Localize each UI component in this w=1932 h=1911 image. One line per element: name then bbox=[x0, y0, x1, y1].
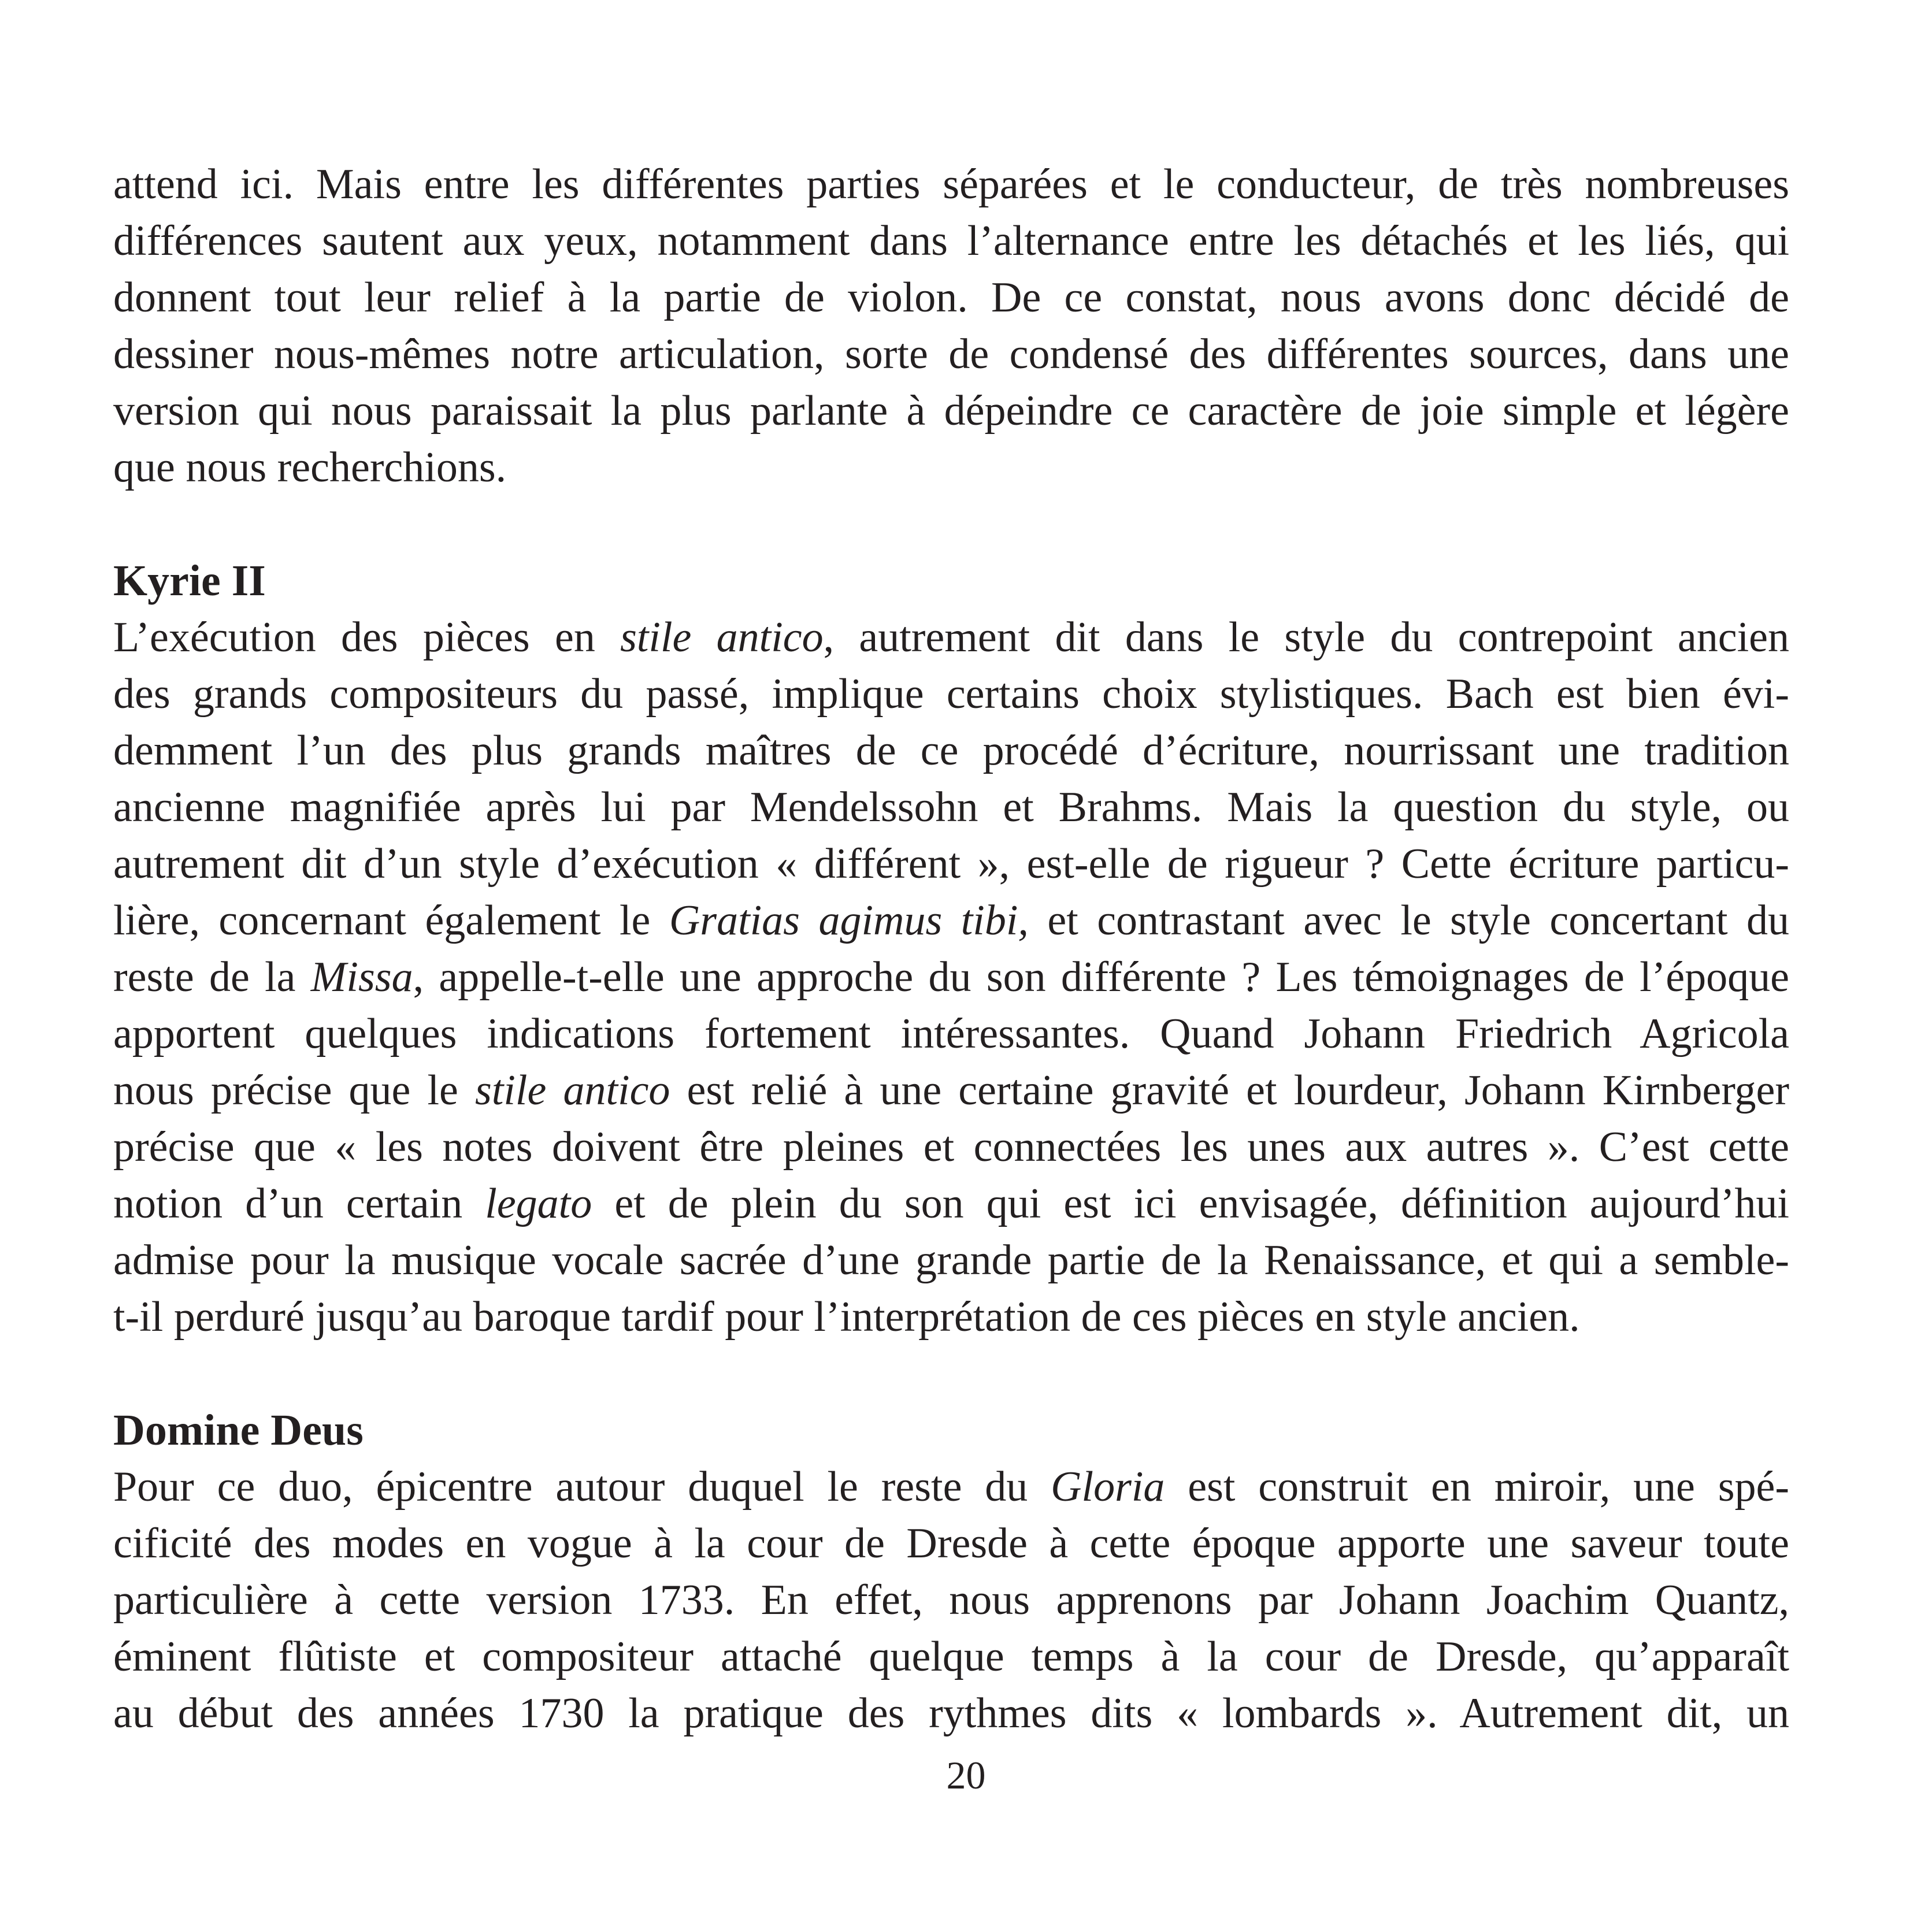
text-line: donnent tout leur relief à la partie de violon. De ce constat, nous avons donc décidé de bbox=[113, 274, 1789, 321]
text-line: attend ici. Mais entre les différentes parties séparées et le conducteur, de très nombreuses bbox=[113, 161, 1789, 208]
text-line bbox=[113, 1062, 1789, 1119]
text-line: au début des années 1730 la pratique des rythmes dits « lombards ». Autrement dit, un bbox=[113, 1690, 1789, 1737]
text-line: des grands compositeurs du passé, implique certains choix stylistiques. Bach est bien évi- bbox=[113, 670, 1789, 718]
text-run: Pour ce duo, épicentre autour duquel le reste du bbox=[113, 1463, 1051, 1511]
section-spacer bbox=[113, 496, 1789, 552]
italic-term: Gratias agimus tibi, bbox=[669, 897, 1029, 944]
text-run: , autrement dit dans le style du contrepoint ancien bbox=[823, 614, 1789, 661]
intro-paragraph bbox=[113, 156, 1789, 496]
text-line: admise pour la musique vocale sacrée d’une grande partie de la Renaissance, et qui a semble- bbox=[113, 1237, 1789, 1284]
text-line: demment l’un des plus grands maîtres de ce procédé d’écriture, nourrissant une tradition bbox=[113, 727, 1789, 774]
text-line bbox=[113, 892, 1789, 949]
text-run: reste de la bbox=[113, 953, 311, 1001]
text-line: particulière à cette version 1733. En effet, nous apprenons par Johann Joachim Quantz, bbox=[113, 1576, 1789, 1624]
text-line: différences sautent aux yeux, notamment dans l’alternance entre les détachés et les liés, qui bbox=[113, 217, 1789, 265]
kyrie-paragraph bbox=[113, 609, 1789, 1345]
text-line bbox=[113, 1175, 1789, 1232]
page-number: 20 bbox=[946, 1753, 986, 1797]
text-line: cificité des modes en vogue à la cour de Dresde à cette époque apporte une saveur toute bbox=[113, 1520, 1789, 1567]
page-body bbox=[113, 156, 1789, 1742]
section-heading-domine: Domine Deus bbox=[113, 1406, 364, 1454]
text-line: ancienne magnifiée après lui par Mendelssohn et Brahms. Mais la question du style, ou bbox=[113, 784, 1789, 831]
text-run: et contrastant avec le style concertant du bbox=[1028, 897, 1789, 944]
italic-term: Missa bbox=[310, 953, 413, 1001]
text-line: éminent flûtiste et compositeur attaché quelque temps à la cour de Dresde, qu’apparaît bbox=[113, 1633, 1789, 1680]
text-run: , appelle-t-elle une approche du son différente ? Les témoignages de l’époque bbox=[413, 953, 1789, 1001]
section-heading-kyrie: Kyrie II bbox=[113, 556, 266, 605]
italic-term: stile antico bbox=[475, 1067, 670, 1114]
italic-term: stile antico bbox=[620, 614, 824, 661]
text-line bbox=[113, 609, 1789, 666]
text-run: nous précise que le bbox=[113, 1067, 476, 1114]
domine-paragraph bbox=[113, 1459, 1789, 1742]
text-line: version qui nous paraissait la plus parlante à dépeindre ce caractère de joie simple et légère bbox=[113, 387, 1789, 435]
text-line: dessiner nous-mêmes notre articulation, sorte de condensé des différentes sources, dans une bbox=[113, 331, 1789, 378]
text-run: est construit en miroir, une spé- bbox=[1165, 1463, 1789, 1511]
text-line: autrement dit d’un style d’exécution « différent », est-elle de rigueur ? Cette écriture particu- bbox=[113, 840, 1789, 888]
text-run: lière, concernant également le bbox=[113, 897, 669, 944]
italic-term: legato bbox=[485, 1180, 592, 1227]
text-line: précise que « les notes doivent être pleines et connectées les unes aux autres ». C’est cette bbox=[113, 1123, 1789, 1171]
text-line: que nous recherchions. bbox=[113, 444, 507, 491]
text-line: apportent quelques indications fortement intéressantes. Quand Johann Friedrich Agricola bbox=[113, 1010, 1789, 1057]
text-line bbox=[113, 949, 1789, 1005]
text-run: notion d’un certain bbox=[113, 1180, 485, 1227]
italic-term: Gloria bbox=[1051, 1463, 1165, 1511]
text-line bbox=[113, 1459, 1789, 1515]
section-spacer bbox=[113, 1345, 1789, 1402]
text-run: L’exécution des pièces en bbox=[113, 614, 621, 661]
text-run: est relié à une certaine gravité et lourdeur, Johann Kirnberger bbox=[670, 1067, 1789, 1114]
text-line: t-il perduré jusqu’au baroque tardif pour l’interprétation de ces pièces en style ancien. bbox=[113, 1293, 1580, 1341]
text-run: et de plein du son qui est ici envisagée, définition aujourd’hui bbox=[592, 1180, 1789, 1227]
